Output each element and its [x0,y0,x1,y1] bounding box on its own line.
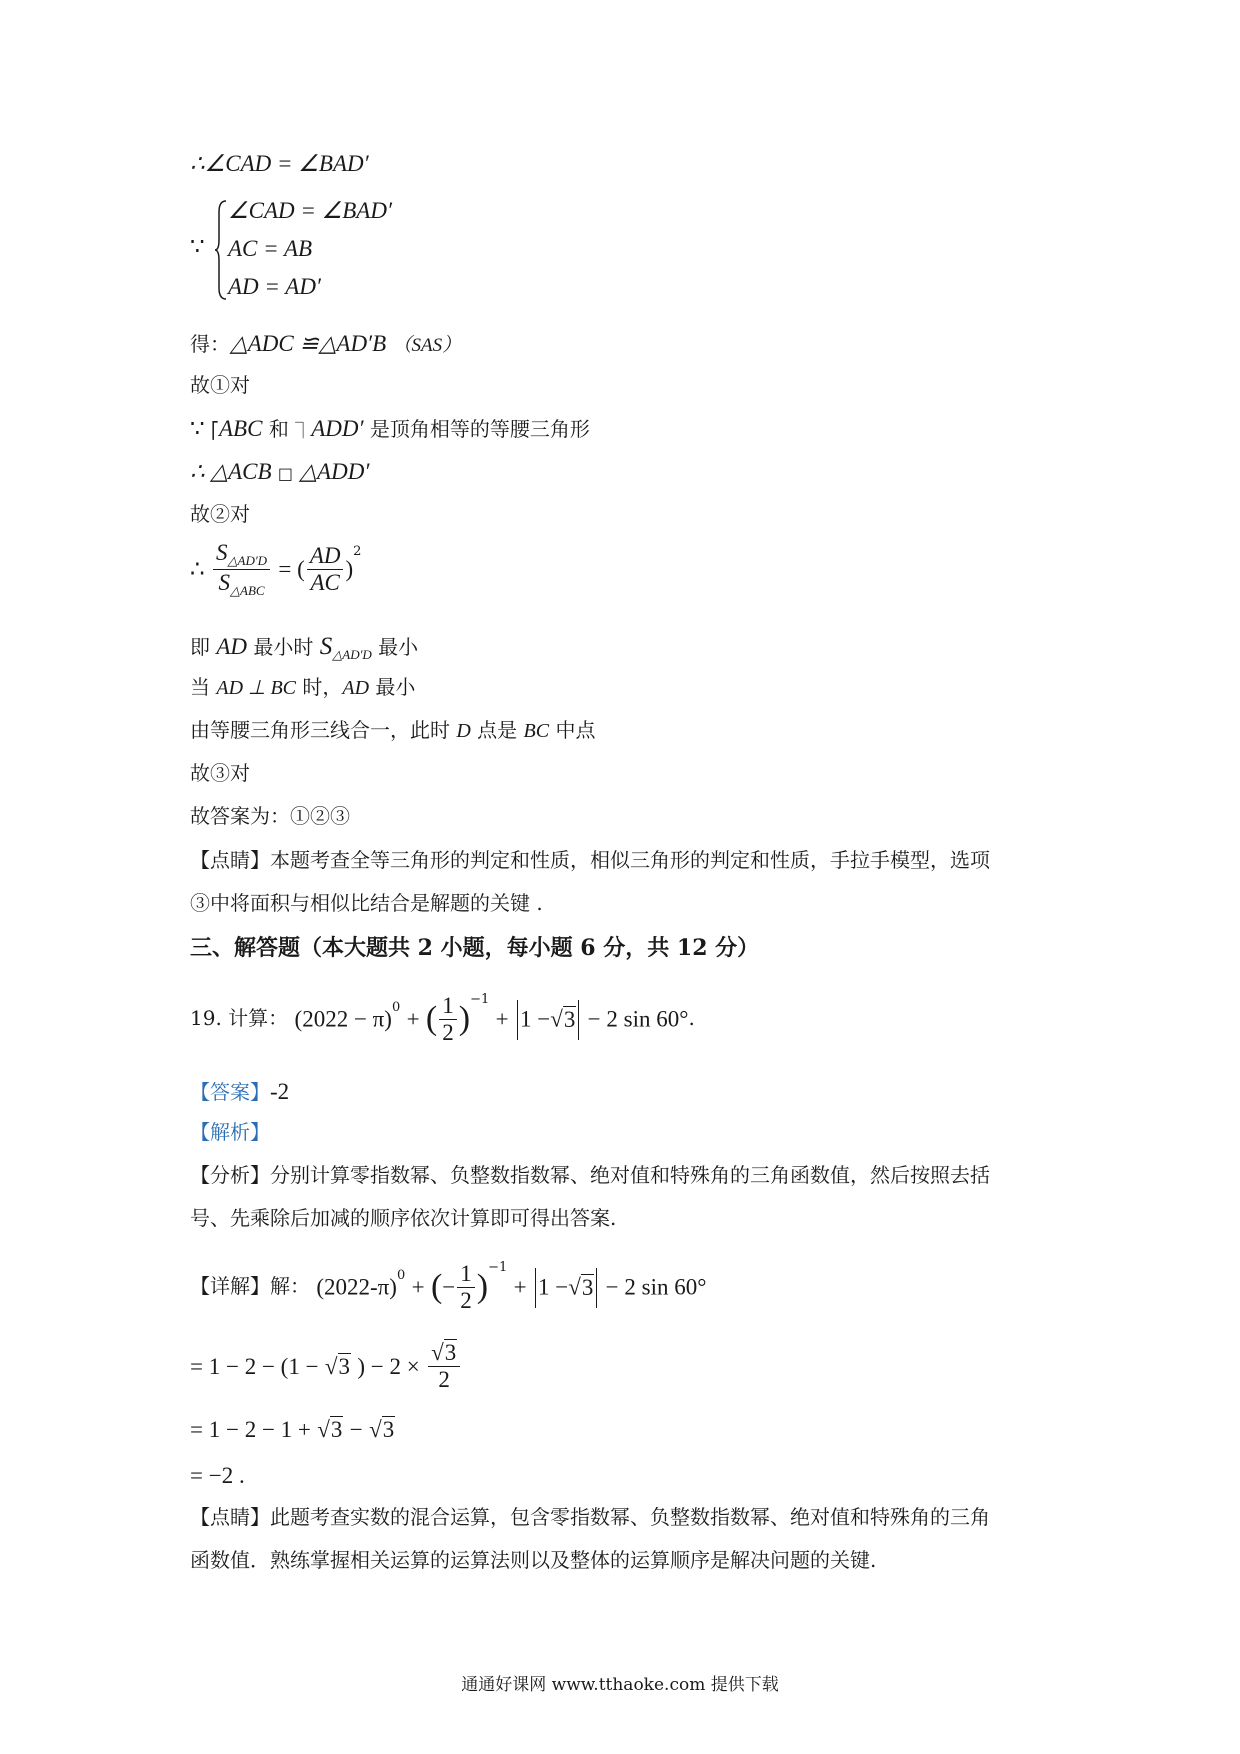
line-isosceles: ∵ ⎡ABC 和 ⏋ADD′ 是顶角相等的等腰三角形 [190,416,590,441]
line-congruence [190,330,461,358]
dianjing-1-line-b: ③中将面积与相似比结合是解题的关键 . [190,891,543,915]
page-footer: 通通好课网 www.tthaoke.com 提供下载 [461,1675,779,1695]
fenxi-tag: 【分析】 [190,1163,270,1187]
answer-tag: 【答案】 [190,1080,270,1104]
de-label: 得： [190,332,230,356]
missing-glyph-icon: ⎡ [211,421,219,440]
line-dang: 当 AD ⊥ BC 时，AD 最小 [190,675,416,699]
answer-value: -2 [270,1079,290,1104]
line-gu2: 故②对 [190,502,250,526]
dianjing-tag: 【点睛】 [190,1505,270,1529]
dianjing-1-line-a: 【点睛】本题考查全等三角形的判定和性质，相似三角形的判定和性质，手拉手模型，选项 [190,848,990,872]
line-you: 由等腰三角形三线合一，此时 D 点是 BC 中点 [190,718,596,742]
dianjing-2-line-a: 【点睛】此题考查实数的混合运算，包含零指数幂、负整数指数幂、绝对值和特殊角的三角 [190,1505,990,1529]
fenxi-line-b: 号、先乘除后加减的顺序依次计算即可得出答案. [190,1206,617,1230]
system-eq-2: AC = AB [228,236,313,261]
xiangjie-tag: 【详解】 [190,1274,270,1298]
left-brace-icon [215,200,227,300]
system-eq-1: ∠CAD = ∠BAD′ [228,198,392,223]
sas-label: （SAS） [392,335,462,356]
ratio-fraction: $\frac{AD}{AC}$ [307,543,344,597]
line-gu3: 故③对 [190,761,250,785]
because-symbol: ∵ [190,234,205,259]
line-answer-summary: 故答案为：①②③ [190,804,350,828]
step-2: = 1 − 2 − 1 + √3 − √3 [190,1417,395,1442]
missing-glyph-icon: ⏋ [295,421,312,440]
line-therefore-angles [190,150,369,178]
line-gu1: 故①对 [190,373,250,397]
area-fraction: $\frac{S_{\triangle AD'D}}{S_{\triangle ABC}}$ [213,540,270,599]
jiexi-tag: 【解析】 [190,1120,270,1144]
congruence-statement: △ADC ≌△AD′B [230,331,387,356]
dianjing-2-line-b: 函数值．熟练掌握相关运算的运算法则以及整体的运算顺序是解决问题的关键. [190,1548,877,1572]
angle-equality: ∴∠CAD = ∠BAD′ [190,151,369,176]
step-1: = 1 − 2 − (1 − √3 ) − 2 × $\frac{√3}{2}$ [190,1340,462,1394]
dianjing-tag: 【点睛】 [190,848,270,872]
question-label: 19. 计算： [190,1006,289,1030]
line-area-ratio: ∴ $\frac{S_{\triangle AD'D}}{S_{\triangle ABC}}$ = ( $\frac{AD}{AC}$ )$^2$ [190,540,362,598]
line-ji: 即 AD 最小时 $S_{\triangle AD'D}$ 最小 [190,633,419,662]
xiangjie-line: 【详解】解： $(2022-\pi)^0$ + (− $\frac{1}{2}$ )$^{-1}$ + 1 −√3 − 2 sin 60° [190,1260,707,1313]
fenxi-line-a: 【分析】分别计算零指数幂、负整数指数幂、绝对值和特殊角的三角函数值，然后按照去括 [190,1163,990,1187]
section-heading: 三、解答题（本大题共 2 小题，每小题 6 分，共 12 分） [190,935,760,961]
question-19: 19. 计算： $(2022 - \pi)^0$ + ( $\frac{1}{2}$ )$^{-1}$ + 1 −√3 − 2 sin 60°. [190,992,695,1045]
step-3: = −2 . [190,1463,245,1488]
line-similar: ∴ △ACB □ △ADD′ [190,459,370,484]
system-eq-3: AD = AD′ [228,274,321,299]
answer-line [190,1078,289,1106]
